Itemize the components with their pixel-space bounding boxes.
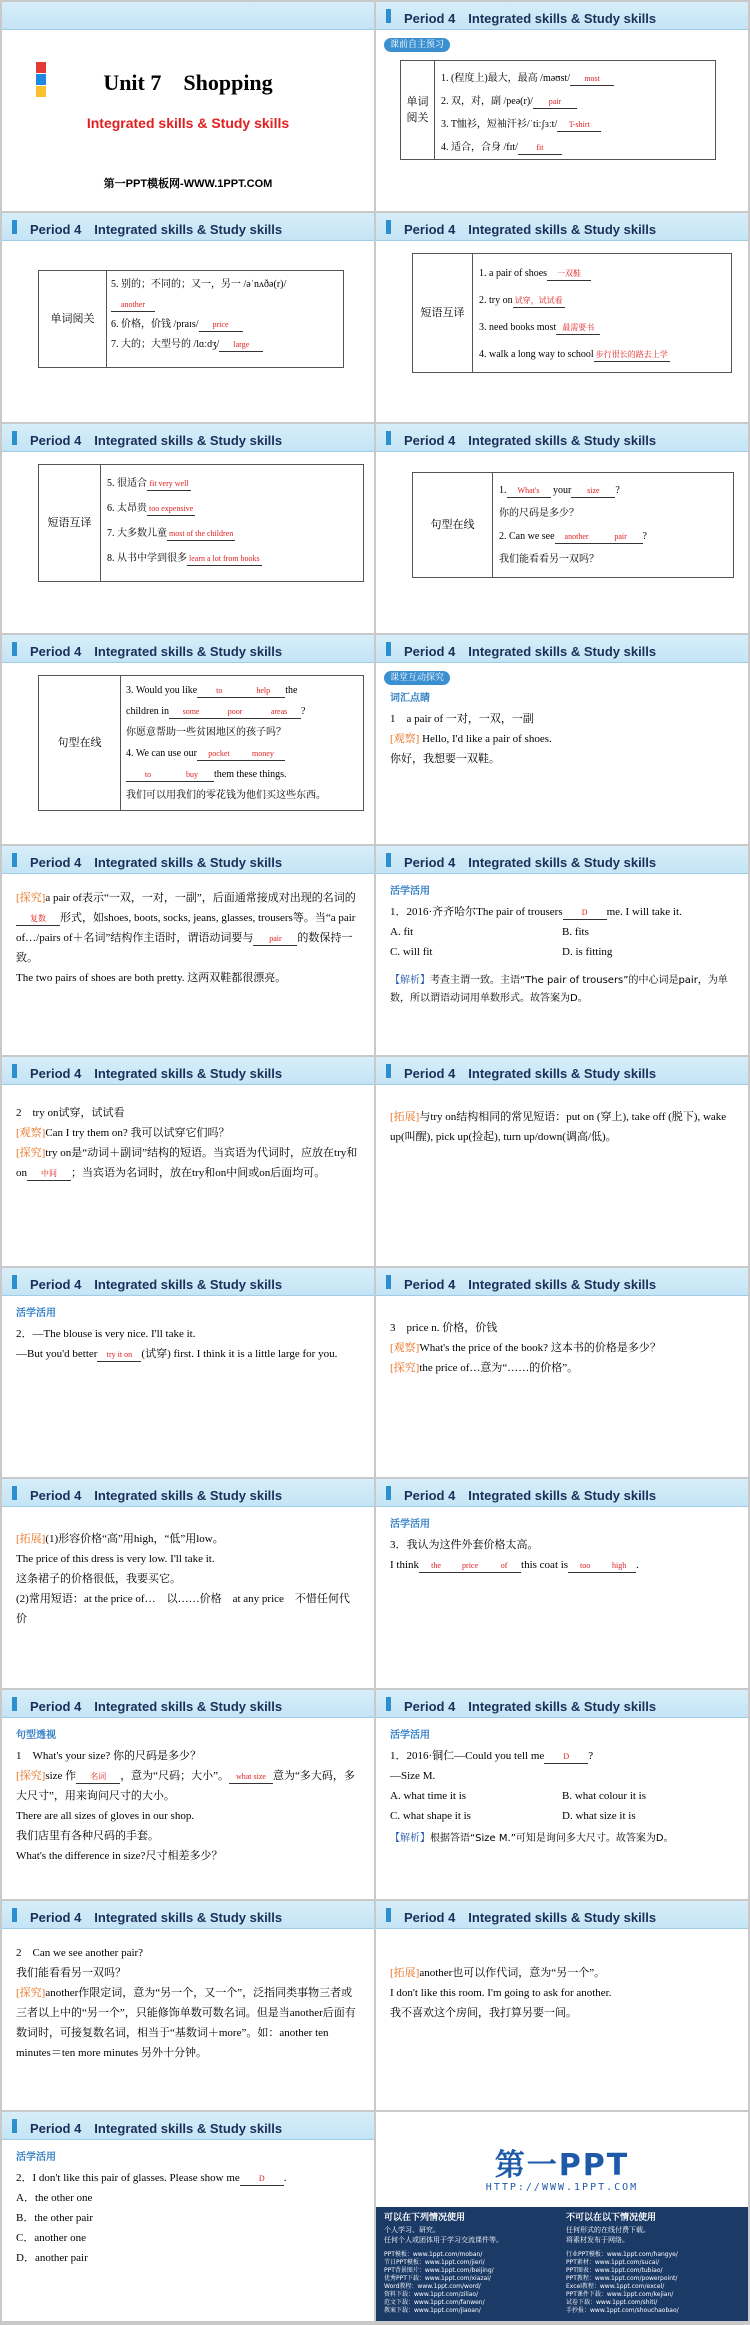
header-bar (2, 424, 374, 452)
header-title: Period 4 Integrated skills & Study skills (404, 222, 657, 237)
brand-logo: 第一PPT (494, 2148, 630, 2183)
header-bar (2, 1479, 374, 1507)
fill-line: I think the price of this coat is too high . (390, 1559, 639, 1571)
slide-size (2, 1690, 374, 1899)
list-item: 4. We can use our pocket money (126, 743, 326, 764)
slide-extend-2 (2, 1479, 374, 1688)
header-title: Period 4 Integrated skills & Study skills (30, 1488, 283, 1503)
section-tag: 活学活用 (390, 886, 430, 897)
forbidden-column: 不可以在以下情况使用 任何形式的在线付费下载。 将素材发布于网络。 行业PPT模板：www.1ppt.com/hangye/ PPT素材：www.1ppt.com/sucai/ PPT图表：www.1ppt.com/tubiao/ PPT教程：www.1ppt.com/powerpoint/ Excel教程：www.1ppt.com/excel/ PPT课件下载：www.1ppt.com/kejian/ 试卷下载：www.1ppt.com/shiti/ 手抄报：www.1ppt.com/shouchaobao/ (566, 2213, 679, 2314)
content-block (16, 1304, 360, 1364)
list-item: 1. a pair of shoes 一双鞋 (479, 260, 670, 287)
list-item: 我们可以用我们的零花钱为他们买这些东西。 (126, 790, 326, 801)
slide-another (2, 1901, 374, 2110)
point-title: 1 What's your size? 你的尺码是多少？ (16, 1750, 201, 1762)
extend-paragraph: [拓展]与try on结构相同的常见短语：put on (穿上), take off (脱下), wake up(叫醒), pick up(捡起), turn up/down(调高/低)。 (390, 1111, 727, 1143)
header-title: Period 4 Integrated skills & Study skills (30, 1699, 283, 1714)
question: 1．2016·齐齐哈尔The pair of trousers D me. I will take it. (390, 906, 682, 918)
options-row: C. what shape it is D. what size it is (390, 1810, 636, 1822)
header-title: Period 4 Integrated skills & Study skills (404, 1488, 657, 1503)
slide-explore-pair (2, 846, 374, 1055)
list-item: 你愿意帮助一些贫困地区的孩子吗？ (126, 727, 286, 738)
list-item: 1. (程度上)最大，最高 /məʊst/ most (441, 67, 614, 90)
explore-paragraph: [探究]another作限定词，意为“另一个，又一个”，泛指同类事物三者或三者以上中的“另一个”，只能修饰单数可数名词。但是当another后面有数词时，可接复数名词，相当于“基数词＋more”。如：another ten minutes＝ten more minutes 另外十分钟。 (16, 1987, 356, 2059)
content-block (390, 1726, 734, 1848)
slide-vocab-1 (376, 2, 748, 211)
table-label: 单词阅关 (401, 61, 435, 159)
explore-paragraph: [探究]try on是“动词＋副词”结构的短语。当宾语为代词时，应放在try和on 中间 ；当宾语为名词时，放在try和on中间或on后面均可。 (16, 1147, 358, 1179)
slide-extend-3 (376, 1901, 748, 2110)
translation-line: 这条裙子的价格很低，我要买它。 (16, 1573, 181, 1585)
content-block (390, 1963, 734, 2023)
point-title: 3 price n. 价格，价钱 (390, 1322, 498, 1334)
unit-subtitle: Integrated skills & Study skills (86, 115, 290, 131)
dialog-line: —Size M. (390, 1770, 436, 1782)
slide-phrase-2 (2, 424, 374, 633)
list-item: 我们能看看另一双吗？ (499, 554, 599, 565)
content-block (16, 1103, 360, 1183)
slide-word-focus-1 (376, 635, 748, 844)
section-tag: 词汇点睛 (390, 693, 430, 704)
explanation: 【解析】考查主谓一致。主语“The pair of trousers”的中心词是pair，为单数，所以谓语动词用单数形式。故答案为D。 (390, 975, 728, 1004)
sentence-table (38, 675, 364, 811)
brand-banner (376, 2112, 748, 2207)
translation-line: 我不喜欢这个房间，我打算另要一间。 (390, 2007, 577, 2019)
example-line: What's the difference in size?尺寸相差多少？ (16, 1850, 223, 1862)
list-item: 2. Can we see another pair ? (499, 531, 647, 542)
list-item: 7. 大的；大型号的 /lɑːdʒ/ large (111, 335, 286, 355)
content-block (390, 1107, 734, 1147)
list-item: 3. T恤衫，短袖汗衫/ˈtiːʃɜːt/ T-shirt (441, 113, 614, 136)
option: B．the other pair (16, 2212, 93, 2224)
header-title: Period 4 Integrated skills & Study skills (30, 433, 283, 448)
slide-practice-4 (376, 1690, 748, 1899)
header-title: Period 4 Integrated skills & Study skills (404, 1910, 657, 1925)
header-bar (2, 846, 374, 874)
table-label: 短语互译 (39, 465, 101, 581)
header-title: Period 4 Integrated skills & Study skills (30, 2121, 283, 2136)
list-item: 3. need books most 最需要书 (479, 314, 670, 341)
header-bar (2, 635, 374, 663)
header-title: Period 4 Integrated skills & Study skills (404, 644, 657, 659)
slide-brand (376, 2112, 748, 2321)
sentence-table (412, 472, 734, 578)
header-title: Period 4 Integrated skills & Study skills (404, 11, 657, 26)
example-line: The two pairs of shoes are both pretty. 这两双鞋都很漂亮。 (16, 972, 287, 984)
list-item: 6. 价格，价钱 /praɪs/ price (111, 315, 286, 335)
explore-paragraph: [探究]size 作 名词 ，意为“尺码；大小”。 what size 意为“多大码，多大尺寸”，用来询问尺寸的大小。 (16, 1770, 355, 1802)
translation-line: 你好，我想要一双鞋。 (390, 753, 500, 765)
brand-url[interactable]: HTTP://WWW.1PPT.COM (485, 2182, 639, 2193)
content-block (16, 1726, 360, 1866)
header-bar (376, 213, 748, 241)
slide-try-on (2, 1057, 374, 1266)
table-label: 句型在线 (413, 473, 493, 577)
list-item: 6. 太昂贵 too expensive (107, 503, 194, 514)
list-item: 你的尺码是多少？ (499, 508, 579, 519)
question: 2．I don't like this pair of glasses. Please show me D . (16, 2172, 287, 2184)
point-title: 2 try on试穿，试试看 (16, 1107, 125, 1119)
list-item: 1. What's your size ? (499, 485, 620, 496)
example-line: [观察] Hello, I'd like a pair of shoes. (390, 733, 552, 745)
content-block (390, 882, 734, 1008)
header-bar (376, 846, 748, 874)
example-line: The price of this dress is very low. I'll take it. (16, 1553, 215, 1565)
explore-badge: 课堂互动探究 (384, 671, 450, 685)
phrase-line: (2)常用短语：at the price of… 以……价格 at any price 不惜任何代价 (16, 1593, 350, 1625)
header-bar (376, 1479, 748, 1507)
header-title: Period 4 Integrated skills & Study skills (404, 855, 657, 870)
option: C．another one (16, 2232, 86, 2244)
header-bar (376, 424, 748, 452)
list-item: 8. 从书中学到很多 learn a lot from books (107, 553, 260, 564)
phrase-table (38, 464, 364, 582)
option: D．another pair (16, 2252, 88, 2264)
usage-panel (376, 2207, 748, 2321)
vocab-table (400, 60, 716, 160)
example-line: [观察]Can I try them on? 我可以试穿它们吗？ (16, 1127, 230, 1139)
header-title: Period 4 Integrated skills & Study skills (404, 1699, 657, 1714)
header-bar (2, 2, 374, 30)
explanation: 【解析】根据答语“Size M.”可知是询问多大尺寸。故答案为D。 (390, 1833, 674, 1844)
content-block (390, 1318, 734, 1378)
vocab-table (38, 270, 344, 368)
content-block (16, 1529, 360, 1629)
example-line: I don't like this room. I'm going to ask for another. (390, 1987, 612, 1999)
list-item: 5. 别的；不同的；又一，另一 /əˈnʌðə(r)/ another (111, 275, 286, 315)
preview-badge: 课前自主预习 (384, 38, 450, 52)
list-item: 7. 大多数儿童 most of the children (107, 528, 234, 539)
header-title: Period 4 Integrated skills & Study skills (30, 855, 283, 870)
slide-extend-1 (376, 1057, 748, 1266)
list-item: 4. walk a long way to school 步行很长的路去上学 (479, 349, 668, 360)
list-item: children in some poor areas ? (126, 706, 306, 717)
header-bar (376, 2, 748, 30)
table-label: 单词阅关 (39, 271, 107, 367)
list-item: 2. 双，对，副 /peə(r)/ pair (441, 90, 614, 113)
section-tag: 句型透视 (16, 1730, 56, 1741)
header-title: Period 4 Integrated skills & Study skills (30, 1910, 283, 1925)
section-tag: 活学活用 (16, 2152, 56, 2163)
table-label: 句型在线 (39, 676, 121, 810)
explore-paragraph: [探究]a pair of表示“一双，一对，一副”，后面通常接成对出现的名词的复数 形式，如shoes, boots, socks, jeans, glasses, trousers等。当“a pair of…/pairs of＋名词”结构作主语时，谓语动词要与 pair 的数保持一致。 (16, 892, 356, 964)
option: A．the other one (16, 2192, 93, 2204)
header-title: Period 4 Integrated skills & Study skills (404, 433, 657, 448)
slide-practice-5 (2, 2112, 374, 2321)
content-block (16, 2148, 360, 2268)
slide-vocab-2 (2, 213, 374, 422)
header-bar (376, 1901, 748, 1929)
extend-paragraph: [拓展](1)形容价格“高”用high，“低”用low。 (16, 1533, 224, 1545)
slide-cover (2, 2, 374, 211)
list-item: 3. Would you like to help the (126, 685, 298, 696)
explore-paragraph: [探究]the price of…意为“……的价格”。 (390, 1362, 579, 1374)
section-tag: 活学活用 (390, 1519, 430, 1530)
content-block (390, 1515, 734, 1575)
example-line: There are all sizes of gloves in our shop. (16, 1810, 195, 1822)
extend-paragraph: [拓展]another也可以作代词，意为“另一个”。 (390, 1967, 606, 1979)
header-bar (2, 1268, 374, 1296)
header-bar (2, 1057, 374, 1085)
content-block (390, 689, 734, 769)
slide-practice-1 (376, 846, 748, 1055)
list-item: 5. 很适合 fit very well (107, 471, 262, 496)
header-bar (376, 635, 748, 663)
header-bar (376, 1690, 748, 1718)
header-bar (2, 1690, 374, 1718)
point-title: 2 Can we see another pair? (16, 1947, 144, 1959)
content-block (16, 888, 360, 988)
header-title: Period 4 Integrated skills & Study skills (30, 644, 283, 659)
question: 3．我认为这件外套价格太高。 (390, 1539, 539, 1551)
header-bar (376, 1057, 748, 1085)
header-title: Period 4 Integrated skills & Study skills (404, 1277, 657, 1292)
allowed-column: 可以在下列情况使用 个人学习、研究。 任何个人或团体用于学习交流课件等。 PPT模板：www.1ppt.com/moban/ 节日PPT模板：www.1ppt.com/jieri/ PPT背景图片：www.1ppt.com/beijing/ 优秀PPT下载：www.1ppt.com/xiazai/ Word教程：www.1ppt.com/word/ 资料下载：www.1ppt.com/ziliao/ 范文下载：www.1ppt.com/fanwen/ 教案下载：www.1ppt.com/jiaoan/ (384, 2213, 503, 2314)
example-line: [观察]What's the price of the book? 这本书的价格是多少？ (390, 1342, 661, 1354)
slide-practice-3 (376, 1479, 748, 1688)
slide-sentence-1 (376, 424, 748, 633)
dialog-line: —But you'd better try it on (试穿) first. I think it is a little large for you. (16, 1348, 338, 1360)
list-item: 2. try on 试穿，试试看 (479, 295, 563, 306)
list-item: 4. 适合，合身 /fɪt/ fit (441, 136, 614, 159)
point-title: 1 a pair of 一对，一双，一副 (390, 713, 534, 725)
section-tag: 活学活用 (390, 1730, 430, 1741)
slide-practice-2 (2, 1268, 374, 1477)
header-bar (2, 1901, 374, 1929)
header-title: Period 4 Integrated skills & Study skills (30, 1277, 283, 1292)
header-bar (376, 1268, 748, 1296)
content-block (16, 1943, 360, 2063)
phrase-table (412, 253, 732, 373)
table-label: 短语互译 (413, 254, 473, 372)
options-row: A. fit B. fits (390, 926, 589, 938)
section-tag: 活学活用 (16, 1308, 56, 1319)
options-row: C. will fit D. is fitting (390, 946, 613, 958)
site-credit: 第一PPT模板网-WWW.1PPT.COM (103, 178, 273, 190)
header-title: Period 4 Integrated skills & Study skills (404, 1066, 657, 1081)
slide-sentence-2 (2, 635, 374, 844)
slide-phrase-1 (376, 213, 748, 422)
translation-line: 我们店里有各种尺码的手套。 (16, 1830, 159, 1842)
header-title: Period 4 Integrated skills & Study skills (30, 222, 283, 237)
list-item: to buy them these things. (126, 764, 326, 785)
options-row: A. what time it is B. what colour it is (390, 1790, 647, 1802)
translation-line: 我们能看看另一双吗？ (16, 1967, 126, 1979)
unit-title: Unit 7 Shopping (103, 70, 273, 95)
header-bar (2, 2112, 374, 2140)
question: 1．2016·铜仁—Could you tell me D ? (390, 1750, 594, 1762)
dialog-line: 2．—The blouse is very nice. I'll take it. (16, 1328, 196, 1340)
header-bar (2, 213, 374, 241)
slide-price (376, 1268, 748, 1477)
header-title: Period 4 Integrated skills & Study skills (30, 1066, 283, 1081)
